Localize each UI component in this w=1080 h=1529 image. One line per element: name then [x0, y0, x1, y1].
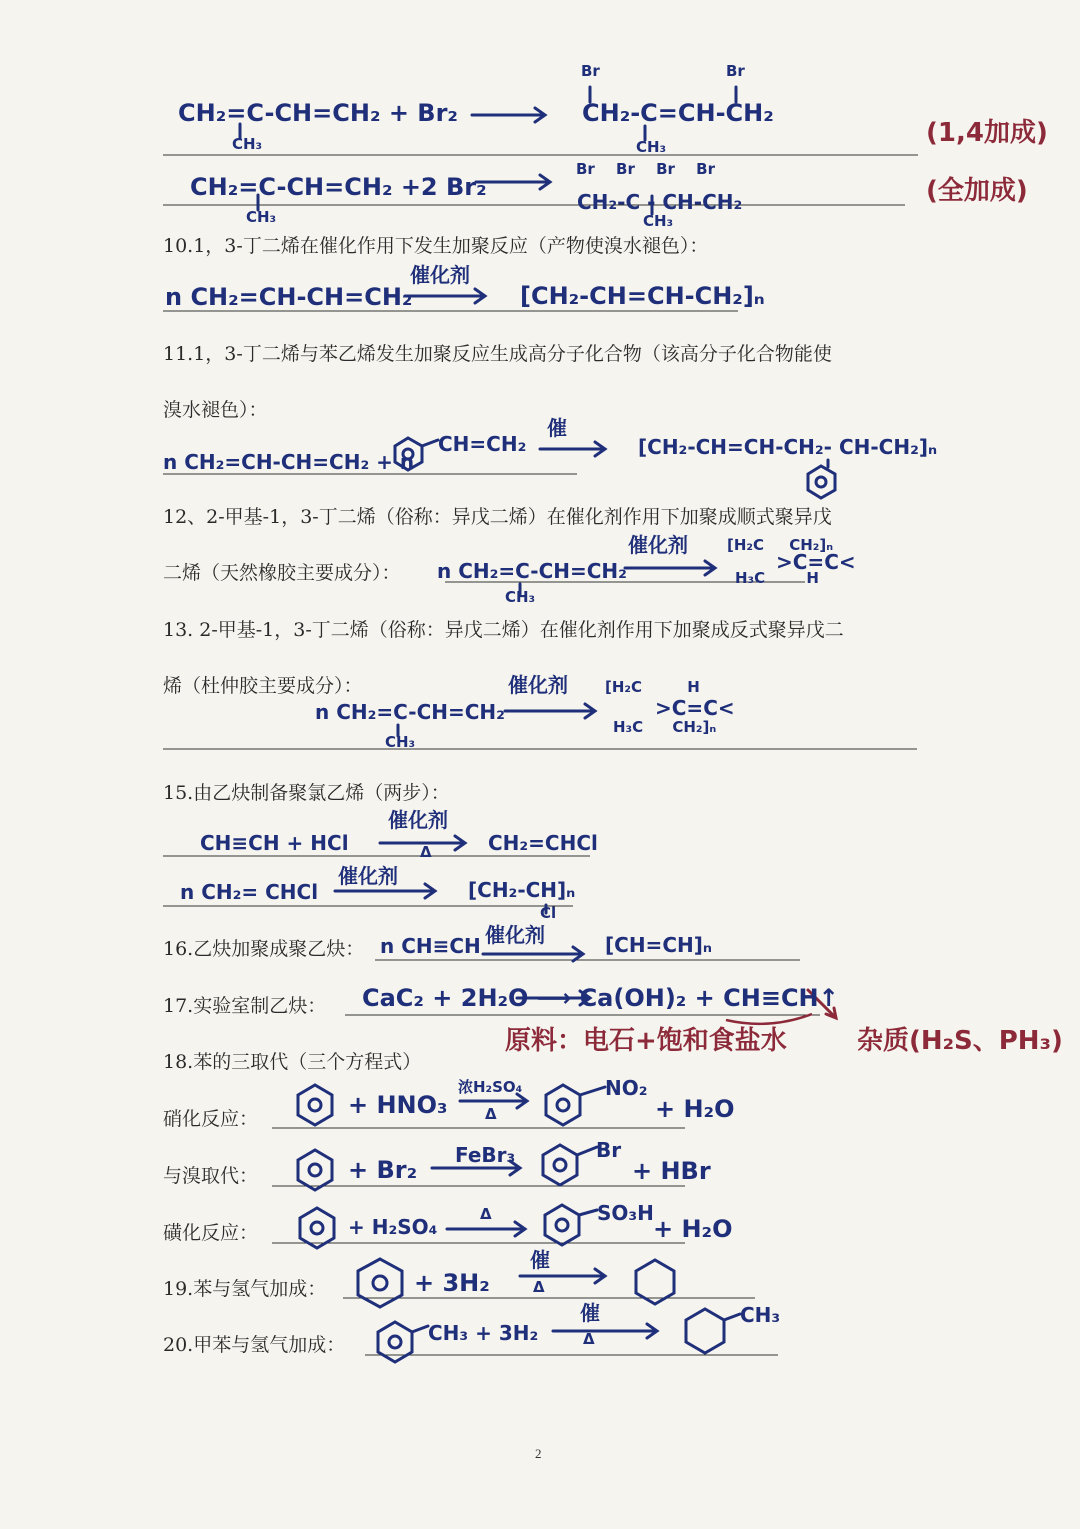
- product-double-bond: >C=C<: [776, 550, 856, 574]
- bromine-substituent: Br: [726, 62, 745, 80]
- benzene-ring: [808, 466, 835, 498]
- equation-reactant: CH₂=C-CH=CH₂ +2 Br₂: [190, 173, 487, 201]
- page-number: 2: [535, 1446, 542, 1461]
- equation-product: CH₂-C - CH-CH₂: [577, 190, 743, 214]
- reaction-arrow: [472, 108, 545, 122]
- equation-reactant: n CH₂=C-CH=CH₂: [315, 700, 505, 724]
- bromine-substituent: Br: [581, 62, 600, 80]
- heat-symbol: Δ: [485, 1105, 497, 1123]
- bromine-substituents: Br Br Br Br: [576, 160, 715, 178]
- product-bottom: H₃C CH₂]ₙ: [613, 718, 717, 736]
- question-12-label-cont: 二烯（天然橡胶主要成分）：: [163, 562, 401, 584]
- product-top: [H₂C CH₂]ₙ: [727, 536, 834, 554]
- reaction-condition: 催: [530, 1248, 550, 1272]
- question-12-label: 12、2-甲基-1，3-丁二烯（俗称：异戊二烯）在催化剂作用下加聚成顺式聚异戊: [163, 506, 832, 528]
- question-20-label: 20.甲苯与氢气加成：: [163, 1334, 346, 1356]
- methyl-substituent: CH₃: [232, 135, 263, 153]
- question-16-label: 16.乙炔加聚成聚乙炔：: [163, 938, 365, 960]
- annotation-impurity: 杂质(H₂S、PH₃): [857, 1026, 1063, 1056]
- byproduct: + H₂O: [655, 1095, 735, 1123]
- equation-reactant: n CH₂=CH-CH=CH₂: [165, 283, 413, 311]
- benzene-ring: [543, 1145, 577, 1185]
- benzene-ring: [378, 1322, 412, 1362]
- product-bottom: H₃C H: [735, 569, 819, 587]
- byproduct: + H₂O: [653, 1215, 733, 1243]
- reaction-condition: FeBr₃: [455, 1143, 516, 1167]
- question-13-label: 13. 2-甲基-1，3-丁二烯（俗称：异戊二烯）在催化剂作用下加聚成反式聚异戊二: [163, 619, 844, 641]
- equation-reactant: + Br₂: [348, 1156, 418, 1184]
- annotation-note: 原料：电石+饱和食盐水: [505, 1026, 787, 1056]
- methyl-substituent: CH₃: [385, 733, 416, 751]
- equation-reactant: CH₂=C-CH=CH₂ + Br₂: [178, 99, 458, 127]
- equation-reactant: + 3H₂: [414, 1269, 490, 1297]
- equation-reactant: + H₂SO₄: [348, 1215, 438, 1239]
- question-13-label-cont: 烯（杜仲胶主要成分）：: [163, 675, 363, 697]
- nitration-label: 硝化反应：: [163, 1108, 259, 1130]
- reaction-arrow: [476, 175, 550, 189]
- reaction-condition: 催化剂: [628, 533, 688, 557]
- equation-reactant: n CH₂= CHCl: [180, 880, 319, 904]
- reaction-arrow: [505, 704, 595, 718]
- reaction-condition: 催化剂: [485, 923, 545, 947]
- equation-reactant: n CH₂=CH-CH=CH₂ + n: [163, 450, 415, 474]
- equation-reactant: CH₃ + 3H₂: [428, 1321, 539, 1345]
- question-18-label: 18.苯的三取代（三个方程式）: [163, 1051, 422, 1073]
- reaction-arrow: [447, 1222, 525, 1236]
- question-11-label: 11.1，3-丁二烯与苯乙烯发生加聚反应生成高分子化合物（该高分子化合物能使: [163, 343, 832, 365]
- chlorine-substituent: Cl: [540, 904, 557, 922]
- reaction-condition: 催: [580, 1301, 600, 1325]
- question-15-label: 15.由乙炔制备聚氯乙烯（两步）：: [163, 782, 450, 804]
- sulfo-substituent: SO₃H: [597, 1201, 654, 1225]
- byproduct: + HBr: [632, 1157, 711, 1185]
- reaction-arrow: [553, 1324, 657, 1338]
- reaction-arrow: [405, 289, 485, 303]
- equation-product: CH₂=CHCl: [488, 831, 598, 855]
- methyl-substituent: CH₃: [740, 1303, 781, 1327]
- reaction-arrow: [483, 947, 583, 961]
- equation-reactant: CH≡CH + HCl: [200, 831, 349, 855]
- equation-product: [CH₂-CH=CH-CH₂]ₙ: [520, 282, 765, 310]
- reaction-condition: 催化剂: [410, 263, 470, 287]
- question-19-label: 19.苯与氢气加成：: [163, 1278, 327, 1300]
- benzene-ring: [546, 1085, 580, 1125]
- equation-reactant: + HNO₃: [348, 1091, 448, 1119]
- equation-reactant: n CH₂=C-CH=CH₂: [437, 559, 627, 583]
- benzene-ring: [300, 1208, 334, 1248]
- benzene-ring: [545, 1205, 579, 1245]
- nitro-substituent: NO₂: [605, 1076, 648, 1100]
- reaction-condition: 浓H₂SO₄: [458, 1078, 523, 1096]
- equation-reactant: n CH≡CH: [380, 934, 481, 958]
- annotation-note: (全加成): [926, 176, 1028, 206]
- reaction-condition: 催: [547, 416, 567, 440]
- question-17-label: 17.实验室制乙炔：: [163, 995, 327, 1017]
- heat-symbol: Δ: [583, 1330, 595, 1348]
- vinyl-group: CH=CH₂: [438, 432, 527, 456]
- question-10-label: 10.1，3-丁二烯在催化作用下发生加聚反应（产物使溴水褪色）：: [163, 235, 709, 257]
- bromo-substituent: Br: [596, 1138, 622, 1162]
- reaction-condition: Δ: [480, 1205, 492, 1223]
- equation-product: [CH₂-CH=CH-CH₂- CH-CH₂]ₙ: [638, 435, 938, 459]
- product-top: [H₂C H: [605, 678, 700, 696]
- reaction-condition: 催化剂: [338, 864, 398, 888]
- reaction-arrow: [540, 442, 605, 456]
- benzene-ring: [358, 1259, 402, 1307]
- methyl-substituent: CH₃: [246, 208, 277, 226]
- equation-product: CH₂-C=CH-CH₂: [582, 99, 774, 127]
- heat-symbol: Δ: [420, 843, 432, 861]
- cyclohexane-ring: [686, 1309, 724, 1353]
- cyclohexane-ring: [636, 1260, 674, 1304]
- methyl-substituent: CH₃: [636, 138, 667, 156]
- bromination-label: 与溴取代：: [163, 1165, 259, 1187]
- reaction-arrow: [625, 561, 715, 575]
- equation-product: [CH₂-CH]ₙ: [468, 878, 576, 902]
- equation: CaC₂ + 2H₂O ⟶ Ca(OH)₂ + CH≡CH↑: [362, 984, 839, 1012]
- annotation-note: (1,4加成): [926, 118, 1048, 148]
- question-11-label-cont: 溴水褪色）：: [163, 399, 268, 421]
- benzene-ring: [298, 1085, 332, 1125]
- equation-product: [CH=CH]ₙ: [605, 933, 712, 957]
- benzene-ring: [298, 1150, 332, 1190]
- reaction-condition: 催化剂: [388, 808, 448, 832]
- methyl-substituent: CH₃: [505, 588, 536, 606]
- methyl-substituent: CH₃: [643, 212, 674, 230]
- heat-symbol: Δ: [533, 1278, 545, 1296]
- product-double-bond: >C=C<: [655, 696, 735, 720]
- sulfonation-label: 磺化反应：: [163, 1222, 259, 1244]
- reaction-condition: 催化剂: [508, 673, 568, 697]
